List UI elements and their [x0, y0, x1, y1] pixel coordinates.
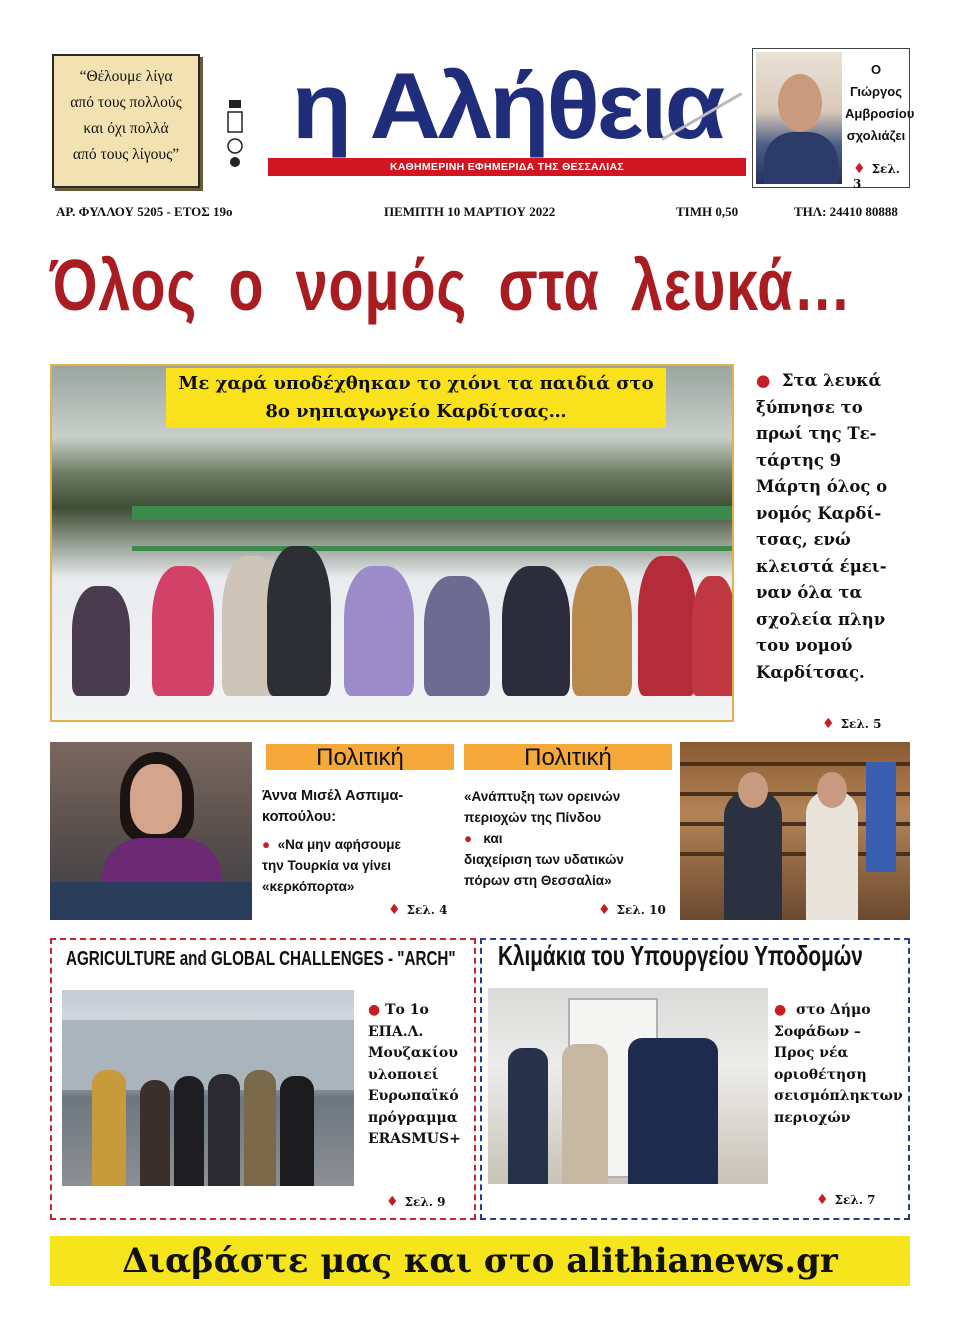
main-story-text	[756, 368, 910, 686]
website-banner[interactable]: Διαβάστε μας και στο alithianews.gr	[50, 1236, 910, 1286]
page-ref-anna[interactable]: ♦ Σελ. 4	[388, 902, 448, 918]
bullet-icon: ●	[262, 837, 278, 852]
story-line: πρωί της Τε-	[756, 424, 877, 443]
newspaper-title: η Αλήθεια	[291, 53, 723, 158]
columnist-line: Αμβροσίου	[845, 106, 915, 121]
seal-icon	[226, 98, 244, 168]
section-tag-politics[interactable]: Πολιτική	[266, 744, 454, 770]
article-body-pindos[interactable]: «Ανάπτυξη των ορεινών περιοχών της Πίνδου ● και διαχείριση των υδατικών πόρων στη Θεσσαλία»	[464, 789, 624, 888]
page-ref: ♦ Σελ. 3	[853, 161, 900, 191]
story-line: Καρδίτσας.	[756, 662, 865, 682]
story-line: τάρτης 9	[756, 450, 842, 470]
diamond-icon: ♦	[388, 902, 401, 918]
bullet-icon: ●	[464, 831, 484, 846]
main-story-photo[interactable]	[50, 364, 734, 722]
arch-box-title[interactable]: AGRICULTURE and GLOBAL CHALLENGES - "ARCH"	[66, 948, 456, 970]
columnist-photo	[756, 52, 842, 184]
page-ref-main[interactable]: ♦ Σελ. 5	[822, 716, 882, 732]
quote-line: από τους πολλούς	[70, 94, 182, 111]
section-tag-politics[interactable]: Πολιτική	[464, 744, 672, 770]
page-ref-pindos[interactable]: ♦ Σελ. 10	[598, 902, 666, 918]
columnist-line: Ο Γιώργος	[850, 62, 902, 99]
story-line: τσας, ενώ	[756, 530, 851, 549]
bullet-icon: ●	[774, 1002, 796, 1018]
bullet-icon: ●	[368, 1002, 386, 1018]
masthead	[268, 52, 746, 178]
diamond-icon: ♦	[853, 161, 866, 177]
article-body-anna: ● «Να μην αφήσουμε την Τουρκία να γίνει «κερκόπορτα»	[262, 837, 401, 894]
story-line: σχολεία πλην	[756, 609, 886, 629]
klimakia-text: ● στο Δήμο Σοφάδων – Προς νέα οριοθέτηση σεισμόπληκτων περιοχών	[774, 1002, 903, 1126]
bullet-icon: ●	[756, 371, 782, 390]
quote-line: “Θέλουμε λίγα	[79, 68, 173, 85]
diamond-icon: ♦	[598, 902, 611, 918]
diamond-icon: ♦	[386, 1194, 399, 1210]
klimakia-photo[interactable]	[488, 988, 768, 1184]
caption-line: Με χαρά υποδέχθηκαν το χιόνι τα παιδιά στο	[178, 373, 654, 394]
columnist-line: σχολιάζει	[846, 128, 906, 143]
diamond-icon: ♦	[822, 716, 835, 732]
newspaper-subtitle: ΚΑΘΗΜΕΡΙΝΗ ΕΦΗΜΕΡΙΔΑ ΤΗΣ ΘΕΣΣΑΛΙΑΣ	[268, 158, 746, 176]
story-line: νομός Καρδί-	[756, 503, 882, 523]
story-line: ναν όλα τα	[756, 583, 863, 602]
story-line: κλειστά έμει-	[756, 556, 887, 576]
photo-caption	[166, 368, 666, 428]
story-line: του νομού	[756, 636, 853, 655]
page-ref-arch[interactable]: ♦ Σελ. 9	[386, 1194, 446, 1210]
columnist-text	[845, 59, 915, 147]
article-photo-meeting[interactable]	[680, 742, 910, 920]
issue-info-line	[56, 204, 908, 220]
klimakia-box-title[interactable]: Κλιμάκια του Υπουργείου Υποδομών	[498, 940, 863, 971]
main-headline[interactable]: Όλος ο νομός στα λευκά…	[50, 246, 852, 326]
arch-text: ● Το 1ο ΕΠΑ.Λ. Μουζακίου υλοποιεί Ευρωπαϊκό πρόγραμμα ERASMUS+	[368, 1002, 461, 1147]
issue-price: ΤΙΜΗ 0,50	[676, 204, 739, 219]
motto-quote-box	[52, 54, 200, 188]
quote-line: και όχι πολλά	[83, 120, 169, 137]
caption-line: 8ο νηπιαγωγείο Καρδίτσας…	[265, 401, 567, 422]
article-title-anna[interactable]: Άννα Μισέλ Ασπιμα- κοπούλου:	[262, 788, 404, 825]
columnist-box[interactable]	[752, 48, 915, 191]
article-photo-anna[interactable]	[50, 742, 252, 920]
diamond-icon: ♦	[816, 1192, 829, 1208]
phone-number: ΤΗΛ: 24410 80888	[794, 204, 898, 219]
story-line: ● Στα λευκά	[756, 371, 882, 390]
story-line: ξύπνησε το	[756, 397, 863, 417]
issue-date: ΠΕΜΠΤΗ 10 ΜΑΡΤΙΟΥ 2022	[384, 204, 556, 219]
story-line: Μάρτη όλος ο	[756, 477, 888, 496]
page-ref-klimakia[interactable]: ♦ Σελ. 7	[816, 1192, 876, 1208]
quote-line: από τους λίγους”	[72, 146, 180, 163]
issue-number: ΑΡ. ΦΥΛΛΟΥ 5205 - ΕΤΟΣ 19ο	[56, 204, 233, 219]
arch-photo[interactable]	[62, 990, 354, 1186]
